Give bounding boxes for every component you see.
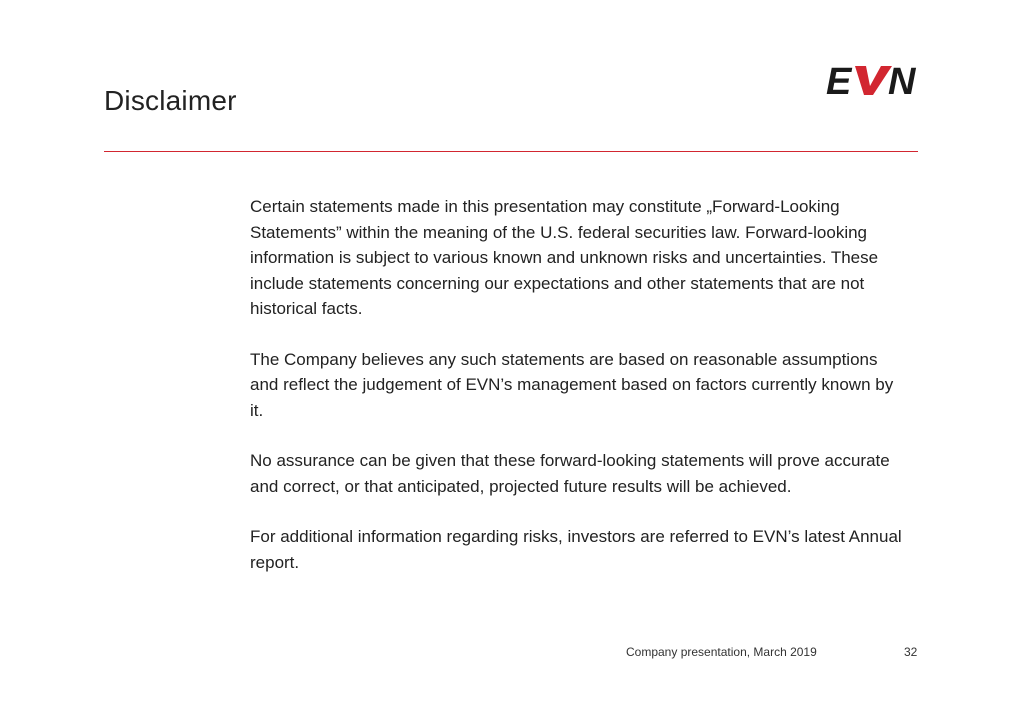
footer-presentation-label: Company presentation, March 2019 <box>626 645 817 659</box>
page-number: 32 <box>904 645 918 659</box>
disclaimer-paragraph-no-assurance: No assurance can be given that these forward-looking statements will prove accurate and correct, or that anticipated, projected future results will be achieved. <box>250 451 890 496</box>
disclaimer-paragraph-assumptions: The Company believes any such statements are based on reasonable assumptions and reflect the judgement of EVN’s management based on factors currently known by it. <box>250 349 894 420</box>
evn-logo-graphic <box>826 60 920 100</box>
logo-v-mark <box>855 66 892 95</box>
page-title: Disclaimer <box>104 84 237 116</box>
disclaimer-body <box>250 194 910 600</box>
evn-logo <box>826 60 920 100</box>
logo-letter-e: E <box>826 61 851 100</box>
logo-letter-n: N <box>888 61 915 100</box>
header-divider <box>104 151 918 152</box>
disclaimer-paragraph-forward-looking: Certain statements made in this presentation may constitute „Forward-Looking Statements” within the meaning of the U.S. federal securities law. Forward-looking information is subject to various known and unknown risks and uncertainties. These include statements concerning our expectations and other statements that are not historical facts. <box>250 197 879 318</box>
disclaimer-paragraph-annual-report: For additional information regarding risks, investors are referred to EVN’s latest Annual report. <box>250 527 902 572</box>
